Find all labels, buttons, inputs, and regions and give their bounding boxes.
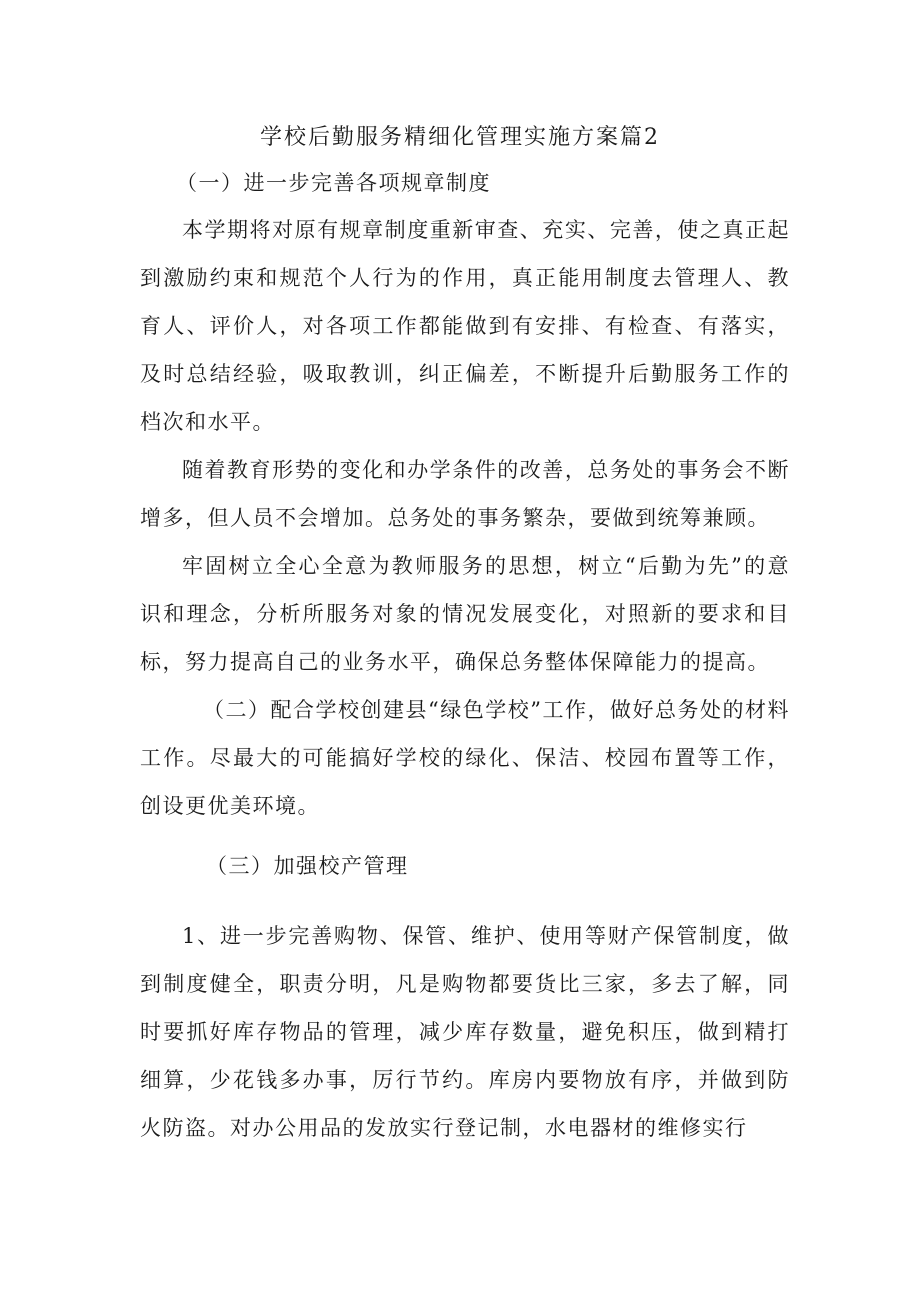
paragraph-property: 1、进一步完善购物、保管、维护、使用等财产保管制度，做到制度健全，职责分明，凡是购物都要货比三家，多去了解，同时要抓好库存物品的管理，减少库存数量，避免积压，做到精打细算，少花钱多办事，厉行节约。库房内要物放有序，并做到防火防盗。对办公用品的发放实行登记制，水电器材的维修实行	[140, 924, 790, 1140]
section-heading-3: （三）加强校产管理	[206, 854, 409, 878]
paragraph-affairs: 随着教育形势的变化和办学条件的改善，总务处的事务会不断增多，但人员不会增加。总务处的事务繁杂，要做到统筹兼顾。	[140, 458, 790, 530]
section-heading-1: （一）进一步完善各项规章制度	[176, 171, 491, 195]
document-title: 学校后勤服务精细化管理实施方案篇2	[260, 125, 660, 150]
paragraph-rules: 本学期将对原有规章制度重新审查、充实、完善，使之真正起到激励约束和规范个人行为的作用，真正能用制度去管理人、教育人、评价人，对各项工作都能做到有安排、有检查、有落实，及时总结经验，吸取教训，纠正偏差，不断提升后勤服务工作的档次和水平。	[140, 218, 790, 434]
paragraph-green-school: （二）配合学校创建县“绿色学校”工作，做好总务处的材料工作。尽最大的可能搞好学校的绿化、保洁、校园布置等工作，创设更优美环境。	[140, 698, 790, 818]
paragraph-service: 牢固树立全心全意为教师服务的思想，树立“后勤为先”的意识和理念，分析所服务对象的情况发展变化，对照新的要求和目标，努力提高自己的业务水平，确保总务整体保障能力的提高。	[140, 554, 790, 674]
